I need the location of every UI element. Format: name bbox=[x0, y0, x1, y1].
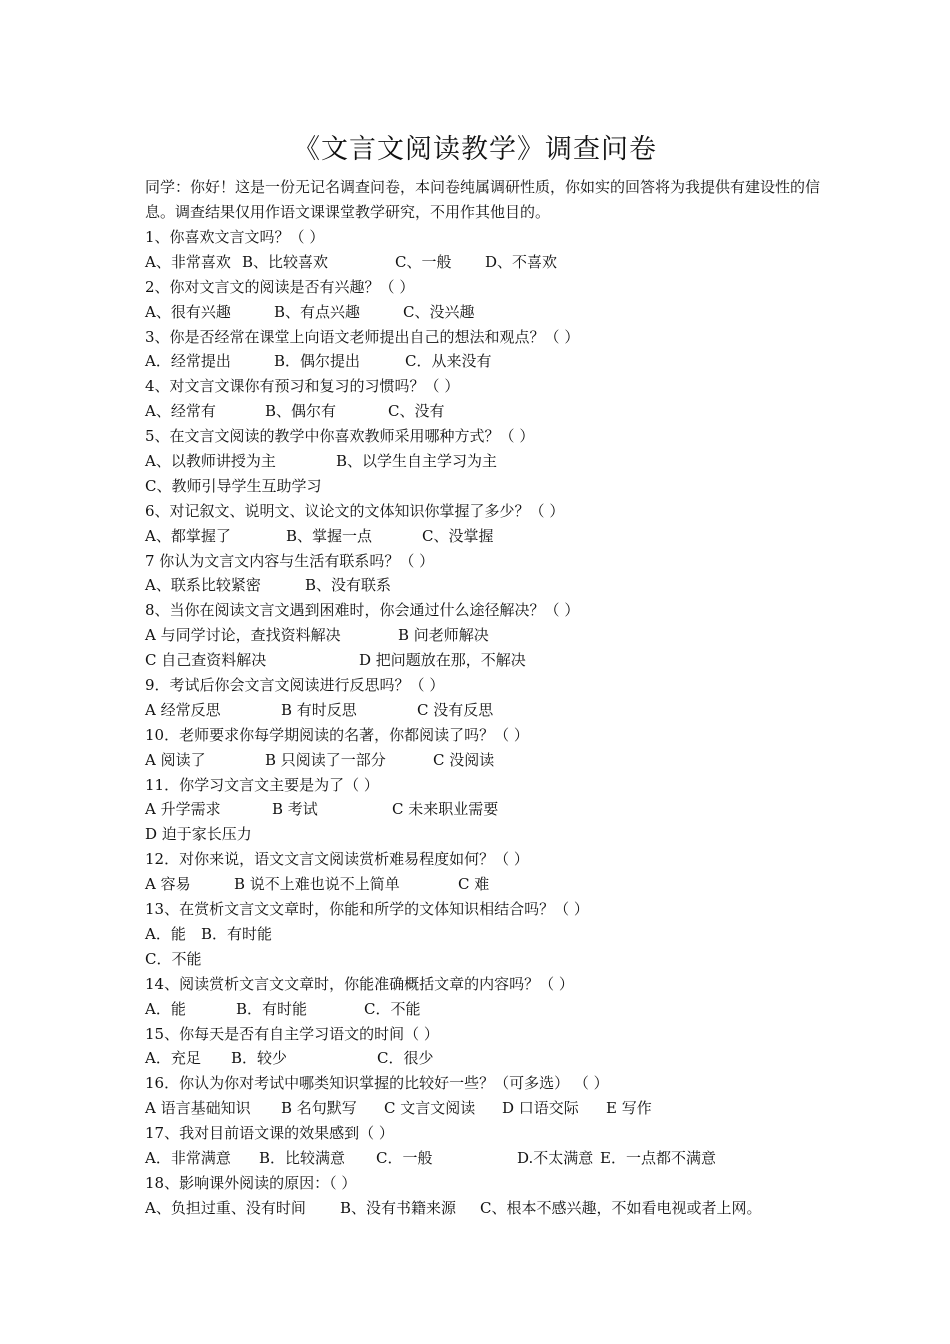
answer-options-row bbox=[145, 1096, 820, 1121]
answer-option: B．有时能 bbox=[201, 924, 273, 943]
answer-option: A 语言基础知识 bbox=[145, 1099, 251, 1118]
answer-options-row bbox=[145, 524, 820, 549]
answer-option: B 只阅读了一部分 bbox=[265, 750, 386, 769]
intro-paragraph: 同学：你好！这是一份无记名调查问卷，本问卷纯属调研性质，你如实的回答将为我提供有建设性的信息。调查结果仅用作语文课课堂教学研究，不用作其他目的。 bbox=[145, 178, 821, 221]
answer-option: A、以教师讲授为主 bbox=[145, 452, 276, 471]
answer-option: A、负担过重、没有时间 bbox=[145, 1198, 306, 1217]
answer-options-row bbox=[145, 872, 820, 897]
answer-option: C、没兴趣 bbox=[403, 302, 475, 321]
answer-option: A 阅读了 bbox=[145, 750, 206, 769]
answer-options-row bbox=[145, 349, 820, 374]
answer-options-row bbox=[145, 922, 820, 947]
answer-option: C、没掌握 bbox=[422, 526, 494, 545]
question-text: 10．老师要求你每学期阅读的名著，你都阅读了吗？（ ） bbox=[145, 725, 529, 744]
answer-option: B、没有书籍来源 bbox=[340, 1198, 457, 1217]
answer-option: A、经常有 bbox=[145, 402, 216, 421]
answer-option: C 文言文阅读 bbox=[384, 1099, 476, 1118]
page-title: 《文言文阅读教学》调查问卷 bbox=[293, 134, 657, 165]
answer-option: C．从来没有 bbox=[405, 352, 492, 371]
answer-option: B、以学生自主学习为主 bbox=[336, 452, 498, 471]
answer-options-row bbox=[145, 474, 820, 499]
answer-option: A、很有兴趣 bbox=[145, 302, 231, 321]
answer-option: C 没有反思 bbox=[417, 700, 494, 719]
question-text: 14、阅读赏析文言文文章时，你能准确概括文章的内容吗？（ ） bbox=[145, 974, 574, 993]
answer-option: A．经常提出 bbox=[145, 352, 231, 371]
survey-body bbox=[145, 175, 820, 1221]
answer-option: A．能 bbox=[145, 999, 186, 1018]
answer-option: B．比较满意 bbox=[259, 1148, 346, 1167]
answer-option: B、比较喜欢 bbox=[242, 252, 329, 271]
question-text: 6、对记叙文、说明文、议论文的文体知识你掌握了多少？（ ） bbox=[145, 501, 565, 520]
answer-options-row bbox=[145, 997, 820, 1022]
answer-options-row bbox=[145, 300, 820, 325]
answer-option: C 未来职业需要 bbox=[392, 800, 499, 819]
answer-option: B 说不上难也说不上简单 bbox=[234, 875, 400, 894]
answer-option: C、没有 bbox=[388, 402, 445, 421]
answer-option: C、教师引导学生互助学习 bbox=[145, 476, 322, 495]
answer-option: A、联系比较紧密 bbox=[145, 576, 261, 595]
answer-option: B 问老师解决 bbox=[398, 626, 489, 645]
answer-options-row bbox=[145, 399, 820, 424]
answer-option: A．充足 bbox=[145, 1049, 201, 1068]
answer-options-row bbox=[145, 1196, 820, 1221]
answer-option: B、没有联系 bbox=[305, 576, 392, 595]
question-text: 17、我对目前语文课的效果感到（ ） bbox=[145, 1124, 394, 1143]
answer-options-row bbox=[145, 797, 820, 822]
question-text: 8、当你在阅读文言文遇到困难时，你会通过什么途径解决？（ ） bbox=[145, 601, 580, 620]
answer-options-row bbox=[145, 1146, 820, 1171]
question-text: 18、影响课外阅读的原因：（ ） bbox=[145, 1173, 357, 1192]
answer-option: C、根本不感兴趣，不如看电视或者上网。 bbox=[480, 1198, 762, 1217]
answer-option: E．一点都不满意 bbox=[600, 1148, 716, 1167]
answer-option: A 经常反思 bbox=[145, 700, 221, 719]
question-text: 4、对文言文课你有预习和复习的习惯吗？（ ） bbox=[145, 377, 460, 396]
answer-option: A．能 bbox=[145, 924, 186, 943]
answer-option: C 难 bbox=[458, 875, 490, 894]
question-text: 11．你学习文言文主要是为了（ ） bbox=[145, 775, 379, 794]
answer-option: E 写作 bbox=[606, 1099, 652, 1118]
answer-option: D 把问题放在那，不解决 bbox=[359, 651, 526, 670]
answer-options-row bbox=[145, 1046, 820, 1071]
answer-option: B 考试 bbox=[272, 800, 318, 819]
answer-option: C．很少 bbox=[377, 1049, 434, 1068]
answer-options-row bbox=[145, 573, 820, 598]
answer-option: B．偶尔提出 bbox=[274, 352, 361, 371]
answer-option: B、有点兴趣 bbox=[274, 302, 361, 321]
answer-options-row bbox=[145, 623, 820, 648]
question-text: 7 你认为文言文内容与生活有联系吗？（ ） bbox=[145, 551, 435, 570]
answer-options-row bbox=[145, 748, 820, 773]
question-text: 3、你是否经常在课堂上向语文老师提出自己的想法和观点？（ ） bbox=[145, 327, 580, 346]
answer-options-row bbox=[145, 698, 820, 723]
answer-option: C．不能 bbox=[145, 949, 202, 968]
answer-option: D.不太满意 bbox=[517, 1148, 594, 1167]
question-text: 1、你喜欢文言文吗？（ ） bbox=[145, 228, 325, 246]
answer-option: B 有时反思 bbox=[281, 700, 357, 719]
answer-option: B、偶尔有 bbox=[265, 402, 337, 421]
answer-options-row bbox=[145, 947, 820, 972]
question-text: 15、你每天是否有自主学习语文的时间（ ） bbox=[145, 1024, 439, 1043]
answer-option: A 容易 bbox=[145, 875, 191, 894]
answer-option: C．不能 bbox=[364, 999, 421, 1018]
answer-options-row bbox=[145, 449, 820, 474]
answer-option: A 升学需求 bbox=[145, 800, 221, 819]
answer-options-row bbox=[145, 822, 820, 847]
answer-option: C．一般 bbox=[376, 1148, 433, 1167]
answer-option: A 与同学讨论，查找资料解决 bbox=[145, 626, 341, 645]
answer-option: A、都掌握了 bbox=[145, 526, 231, 545]
question-text: 5、在文言文阅读的教学中你喜欢教师采用哪种方式？（ ） bbox=[145, 427, 535, 446]
question-text: 2、你对文言文的阅读是否有兴趣？（ ） bbox=[145, 277, 415, 296]
answer-option: B．较少 bbox=[231, 1049, 288, 1068]
answer-option: D 迫于家长压力 bbox=[145, 825, 252, 844]
answer-option: B．有时能 bbox=[236, 999, 308, 1018]
answer-option: A、非常喜欢 bbox=[145, 252, 231, 271]
answer-option: D 口语交际 bbox=[502, 1099, 579, 1118]
answer-option: B 名句默写 bbox=[281, 1099, 357, 1118]
question-text: 12．对你来说，语文文言文阅读赏析难易程度如何？（ ） bbox=[145, 850, 529, 869]
answer-option: C、一般 bbox=[395, 252, 452, 271]
question-list bbox=[145, 225, 820, 1221]
answer-options-row bbox=[145, 250, 820, 275]
answer-option: C 没阅读 bbox=[433, 750, 495, 769]
question-text: 13、在赏析文言文文章时，你能和所学的文体知识相结合吗？（ ） bbox=[145, 900, 589, 919]
question-text: 9．考试后你会文言文阅读进行反思吗？（ ） bbox=[145, 676, 445, 695]
answer-option: A．非常满意 bbox=[145, 1148, 231, 1167]
answer-options-row bbox=[145, 648, 820, 673]
answer-option: B、掌握一点 bbox=[286, 526, 373, 545]
question-text: 16．你认为你对考试中哪类知识掌握的比较好一些？（可多选） （ ） bbox=[145, 1074, 609, 1093]
answer-option: D、不喜欢 bbox=[485, 252, 558, 271]
answer-option: C 自己查资料解决 bbox=[145, 651, 267, 670]
